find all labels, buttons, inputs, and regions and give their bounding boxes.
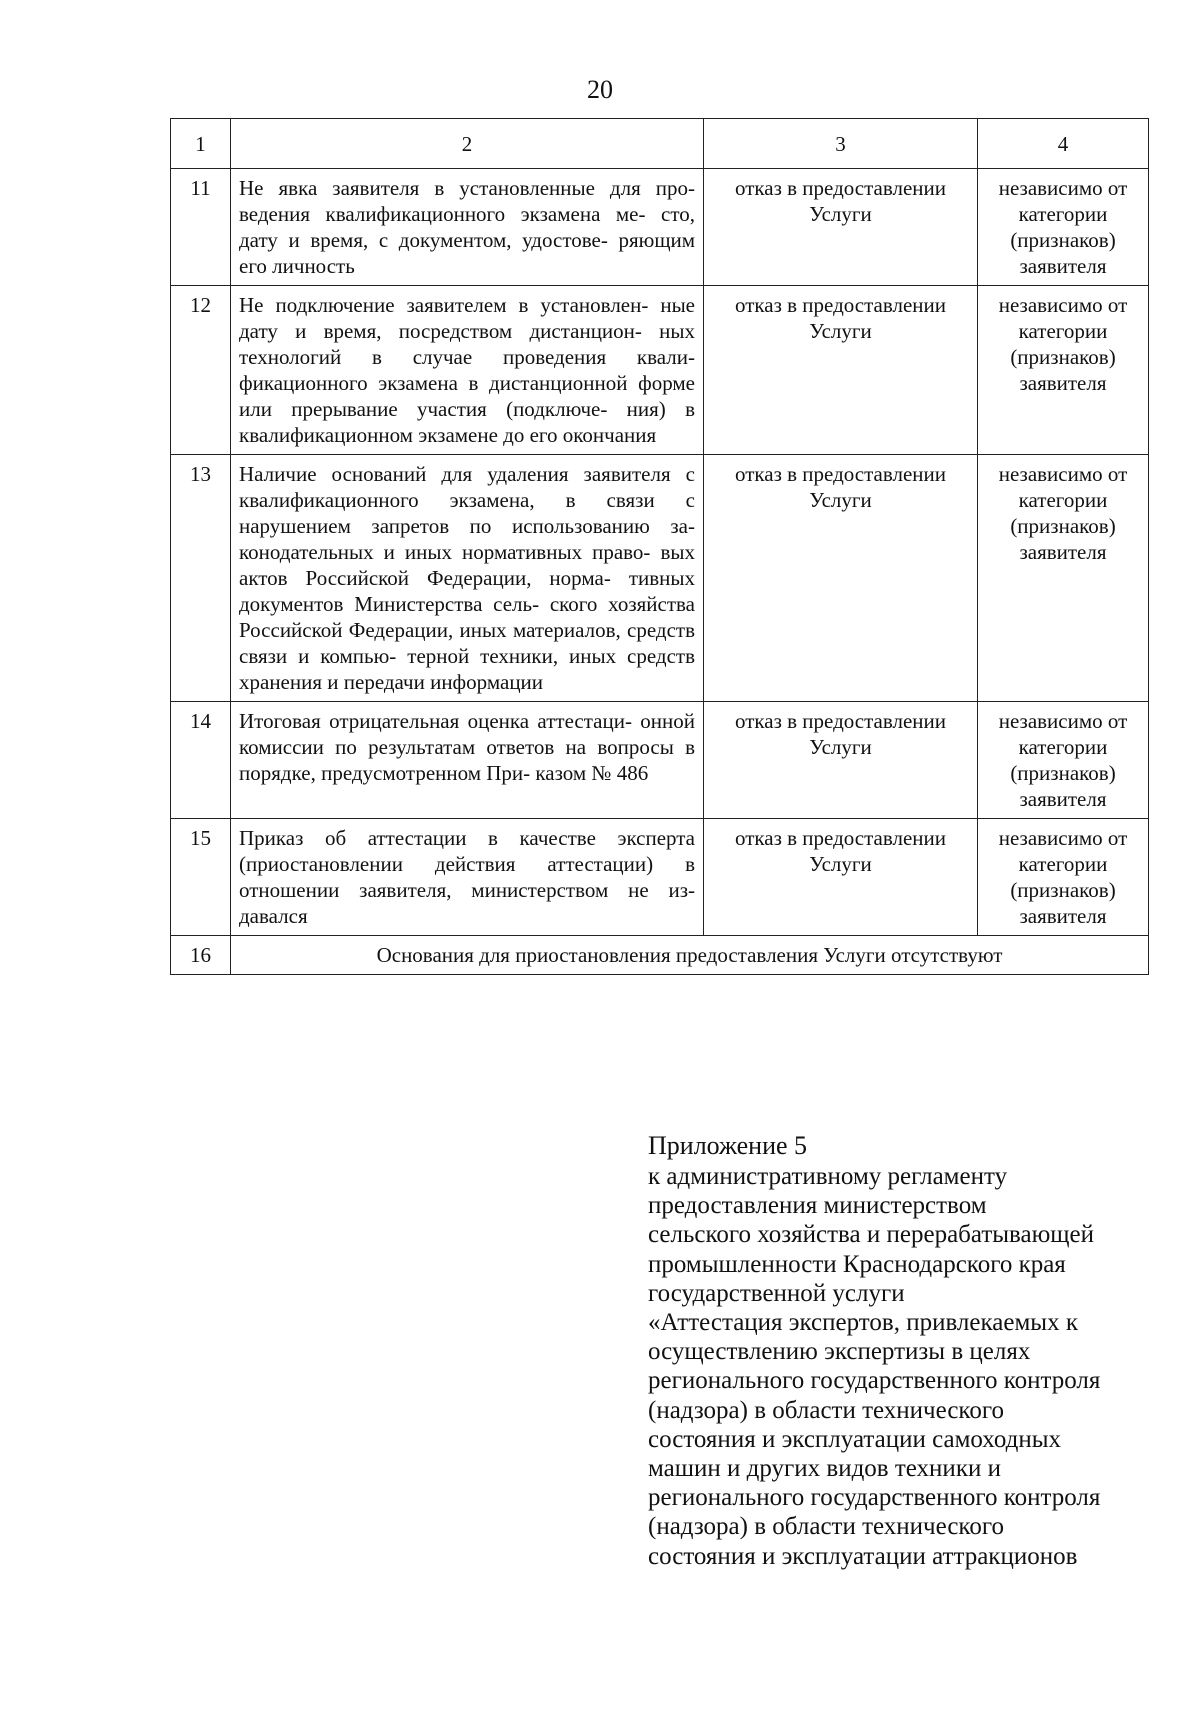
table-row: [171, 819, 1149, 936]
appendix-line: регионального государственного контроля: [648, 1484, 1101, 1512]
appendix-line: состояния и эксплуатации самоходных: [648, 1425, 1062, 1453]
scope-cell-line: заявителя: [1019, 904, 1107, 928]
result-cell-line: отказ в предоставлении: [734, 709, 947, 733]
reason-cell-line: передачи информации: [343, 670, 544, 694]
result-cell-line: отказ в предоставлении: [734, 826, 947, 850]
reason-cell-line: ных технологий в случае проведения квали-: [239, 319, 696, 369]
scope-cell-line: от категории: [1018, 462, 1128, 512]
appendix-line: сельского хозяйства и перерабатывающей: [648, 1221, 1095, 1249]
appendix-line: состояния и эксплуатации аттракционов: [648, 1542, 1078, 1570]
scope-cell: [978, 819, 1149, 936]
result-cell: [704, 455, 978, 702]
page-number: 20: [587, 75, 613, 104]
row-number: 15: [171, 819, 231, 936]
scope-cell: [978, 286, 1149, 455]
reason-cell: [231, 702, 704, 819]
appendix-line: государственной услуги: [648, 1279, 905, 1307]
reason-cell-line: окончания: [562, 423, 657, 447]
scope-cell-line: заявителя: [1019, 371, 1107, 395]
table-header-row: [171, 119, 1149, 169]
table-row: [171, 455, 1149, 702]
result-cell-line: отказ в предоставлении: [734, 293, 947, 317]
reason-cell-line: с квалификационного экзамена, в связи с: [239, 462, 695, 512]
scope-cell-line: (признаков): [1010, 761, 1116, 785]
reason-cell-line: форме или прерывание участия (подключе-: [239, 371, 695, 421]
table-row-final: [171, 936, 1149, 975]
header-cell-1: 1: [171, 119, 231, 169]
scope-cell-line: от категории: [1018, 293, 1128, 343]
appendix-title: Приложение 5: [648, 1131, 808, 1160]
result-cell-line: Услуги: [809, 852, 872, 876]
reason-cell-line: вых актов Российской Федерации, норма-: [239, 540, 695, 590]
reason-cell-line: казом № 486: [535, 761, 649, 785]
reason-cell-line: иных материалов, средств связи и компью-: [239, 618, 696, 668]
reason-cell-line: конодательных и иных нормативных право-: [239, 540, 651, 564]
result-cell-line: Услуги: [809, 488, 872, 512]
reason-cell-line: Не явка заявителя в установленные для про-: [239, 176, 695, 200]
reason-cell: [231, 169, 704, 286]
reason-cell-line: ского хозяйства Российской Федерации,: [239, 592, 695, 642]
scope-cell: [978, 169, 1149, 286]
appendix-line: предоставления министерством: [648, 1192, 987, 1220]
reason-cell-line: ные дату и время, посредством дистанцион-: [239, 293, 695, 343]
reason-cell-line: нарушением запретов по использованию за-: [239, 514, 695, 538]
appendix-line: «Аттестация экспертов, привлекаемых к: [648, 1309, 1078, 1337]
row-number: 11: [171, 169, 231, 286]
row-number: 14: [171, 702, 231, 819]
result-cell: [704, 702, 978, 819]
reason-cell-line: Не подключение заявителем в установлен-: [239, 293, 649, 317]
appendix-line: машин и других видов техники и: [648, 1455, 1001, 1483]
scope-cell-line: от категории: [1018, 826, 1128, 876]
result-cell: [704, 286, 978, 455]
reason-cell-line: Наличие оснований для удаления заявителя: [239, 462, 671, 486]
reason-cell-line: онной комиссии по результатам ответов на: [239, 709, 696, 759]
result-cell-line: отказ в предоставлении: [734, 462, 947, 486]
scope-cell-line: от категории: [1018, 709, 1128, 759]
reason-cell-line: тивных документов Министерства сель-: [239, 566, 695, 616]
appendix-text: [648, 1162, 1168, 1571]
scope-cell-line: независимо: [998, 709, 1103, 733]
scope-cell-line: независимо: [998, 462, 1103, 486]
scope-cell-line: от категории: [1018, 176, 1128, 226]
reason-cell-line: давался: [239, 904, 308, 928]
reason-cell-line: вопросы в порядке, предусмотренном При-: [239, 735, 696, 785]
reason-cell: [231, 286, 704, 455]
row-number: 13: [171, 455, 231, 702]
reason-cell-line: ведения квалификационного экзамена ме-: [239, 202, 646, 226]
appendix-line: регионального государственного контроля: [648, 1367, 1101, 1395]
result-cell-line: Услуги: [809, 202, 872, 226]
table-row: [171, 169, 1149, 286]
result-cell: [704, 169, 978, 286]
scope-cell-line: заявителя: [1019, 540, 1107, 564]
row-number: 16: [171, 936, 231, 975]
result-cell: [704, 819, 978, 936]
reason-cell-line: терной техники, иных средств хранения и: [239, 644, 696, 694]
appendix-line: к административному регламенту: [648, 1163, 1008, 1190]
grounds-table-body: [171, 119, 1149, 975]
scope-cell-line: независимо: [998, 826, 1103, 850]
appendix-line: (надзора) в области технического: [648, 1396, 1004, 1424]
reason-cell-line: фикационного экзамена в дистанционной: [239, 371, 628, 395]
reason-cell-line: Итоговая отрицательная оценка аттестаци-: [239, 709, 632, 733]
suspension-grounds-cell: Основания для приостановления предоставления Услуги отсутствуют: [231, 936, 1149, 975]
result-cell-line: Услуги: [809, 735, 872, 759]
scope-cell-line: заявителя: [1019, 787, 1107, 811]
reason-cell: [231, 455, 704, 702]
reason-cell-line: ряющим его личность: [239, 228, 696, 278]
reason-cell: [231, 819, 704, 936]
scope-cell: [978, 702, 1149, 819]
appendix-line: (надзора) в области технического: [648, 1513, 1004, 1541]
scope-cell: [978, 455, 1149, 702]
header-cell-2: 2: [231, 119, 704, 169]
reason-cell-line: отношении заявителя, министерством не из-: [239, 878, 695, 902]
row-number: 12: [171, 286, 231, 455]
appendix-block: [648, 1131, 1168, 1571]
reason-cell-line: ния) в квалификационном экзамене до его: [239, 397, 696, 447]
header-cell-4: 4: [978, 119, 1149, 169]
header-cell-3: 3: [704, 119, 978, 169]
table-row: [171, 286, 1149, 455]
scope-cell-line: независимо: [998, 176, 1103, 200]
appendix-line: промышленности Краснодарского края: [648, 1250, 1066, 1278]
scope-cell-line: заявителя: [1019, 254, 1107, 278]
result-cell-line: Услуги: [809, 319, 872, 343]
scope-cell-line: (признаков): [1010, 228, 1116, 252]
grounds-table: [170, 118, 1149, 975]
scope-cell-line: (признаков): [1010, 345, 1116, 369]
reason-cell-line: сто, дату и время, с документом, удостове-: [239, 202, 695, 252]
reason-cell-line: Приказ об аттестации в качестве эксперта: [239, 826, 695, 850]
result-cell-line: отказ в предоставлении: [734, 176, 947, 200]
scope-cell-line: (признаков): [1010, 514, 1116, 538]
table-row: [171, 702, 1149, 819]
reason-cell-line: (приостановлении действия аттестации) в: [239, 852, 695, 876]
scope-cell-line: (признаков): [1010, 878, 1116, 902]
appendix-line: осуществлению экспертизы в целях: [648, 1338, 1031, 1366]
scope-cell-line: независимо: [998, 293, 1103, 317]
